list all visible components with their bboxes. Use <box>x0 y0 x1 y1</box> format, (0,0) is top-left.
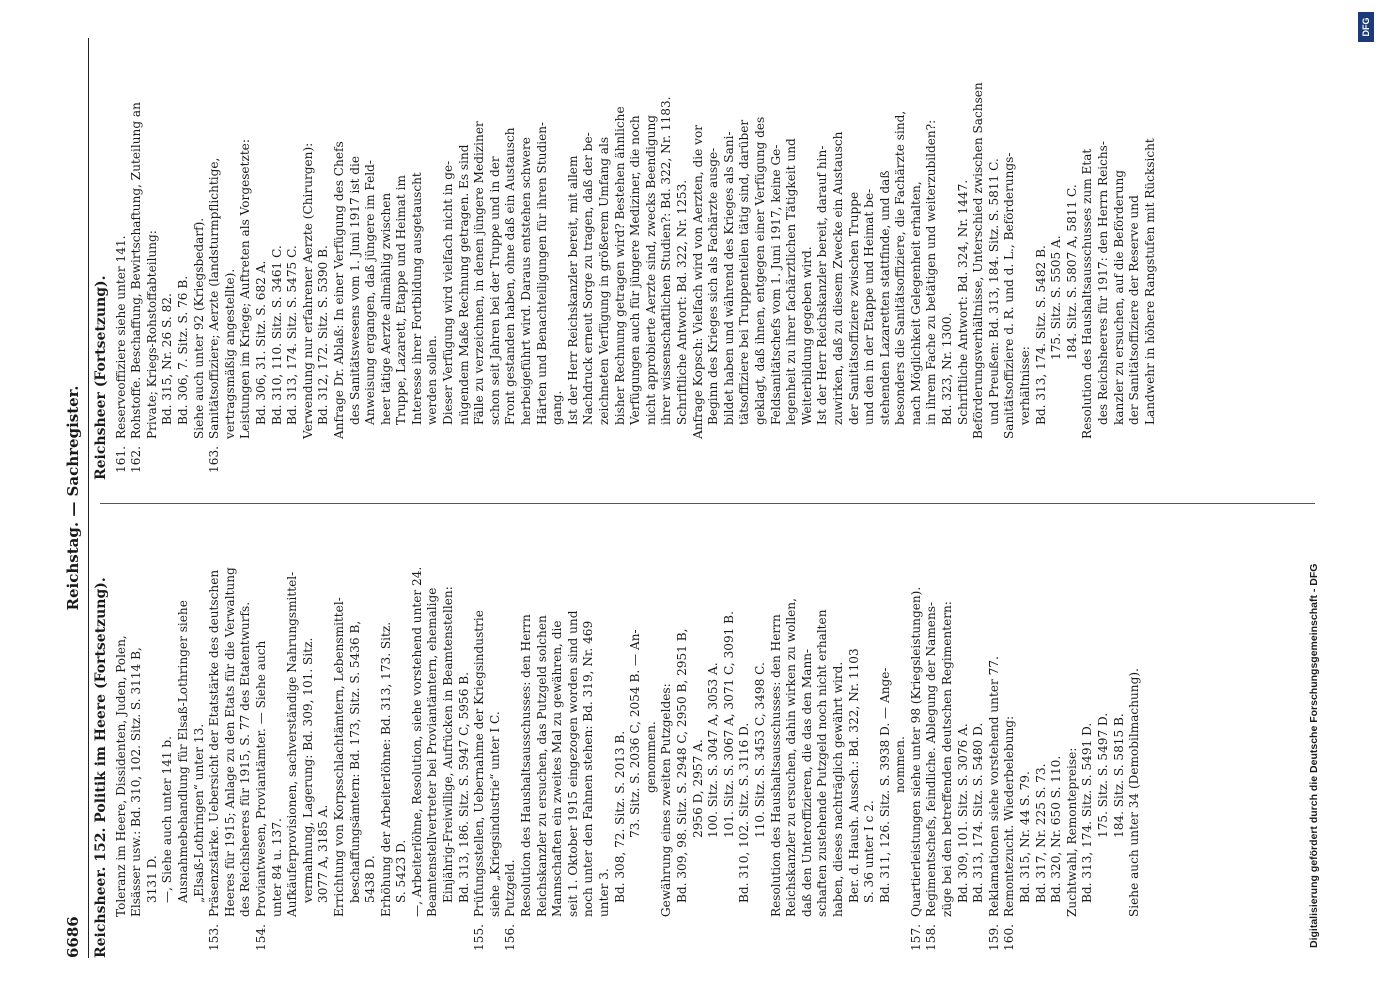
index-line: Toleranz im Heere, Dissidenten, Juden, Polen, <box>113 635 128 917</box>
index-line: Siehe auch unter 34 (Demobilmachung). <box>1127 668 1142 917</box>
index-entry <box>114 40 130 480</box>
index-line: zeichneten Verfügung in größerem Umfang als <box>597 136 611 425</box>
index-line: Bd. 313, 174. Sitz. S. 5482 B. <box>1033 245 1048 425</box>
index-line: 100. Sitz. S. 3047 A, 3053 A. <box>706 662 721 838</box>
index-line: ihrer wissenschaftlichen Studien?: Bd. 322, Nr. 1183. <box>659 96 674 425</box>
index-line: 3131 D. <box>144 855 159 903</box>
index-line: werden sollen. <box>425 335 440 425</box>
index-line: gang. <box>550 390 565 425</box>
left-column <box>94 518 1143 958</box>
index-line: schaften zustehende Putzgeld noch nicht erhalten <box>815 609 830 917</box>
index-line: Bd. 310, 102. Sitz. S. 3116 D. <box>737 722 752 903</box>
index-entry <box>472 518 488 958</box>
index-line: Bd. 312, 172. Sitz. S. 5390 B. <box>316 245 331 425</box>
entry-text: Quartierleistungen siehe unter 98 (Kriegsleistungen). <box>908 586 923 917</box>
index-line: Bd. 323, Nr. 1300. <box>940 312 955 425</box>
index-line: Schriftliche Antwort: Bd. 324, Nr. 1447. <box>955 179 970 425</box>
entry-text: Präsenzstärke. Uebersicht der Etatstärke des deutschen <box>207 569 222 917</box>
index-entry <box>909 518 925 958</box>
index-line: daß den Unteroffizieren, die das den Mann- <box>799 648 814 917</box>
index-line: nach Möglichkeit Gelegenheit erhalten, <box>908 181 923 425</box>
index-entry <box>924 518 940 958</box>
index-line: heer tätige Aerzte allmählig zwischen <box>378 192 393 425</box>
index-line: Verwendung nur erfahrener Aerzte (Chirurgen): <box>300 142 315 439</box>
index-line: 3077 A, 3185 A. <box>316 804 331 903</box>
entry-number: 153. <box>207 924 222 951</box>
index-line: haben, dieses nachträglich gewährt wird. <box>830 661 845 917</box>
entry-number: 156. <box>503 924 518 951</box>
index-line: Errichtung von Korpsschlachtämtern, Lebensmittel- <box>331 597 346 917</box>
index-line: Siehe auch unter 92 (Kriegsbedarf). <box>191 217 206 439</box>
entry-number: 163. <box>207 446 222 473</box>
index-line: nicht approbierte Aerzte sind, zwecks Beendigung <box>643 115 658 425</box>
index-line: Bd. 313, 174. Sitz. S. 5480 D. <box>971 722 986 903</box>
index-line: des Reichsheeres für 1917: den Herrn Reichs- <box>1096 141 1110 425</box>
index-entry <box>207 40 223 480</box>
index-line: Anfrage Kopsch: Vielfach wird von Aerzten, die vor <box>690 124 705 439</box>
index-line: Bd. 313, 174. Sitz. S. 5475 C. <box>285 245 300 425</box>
index-line: schon seit Jahren bei der Truppe und in der <box>487 156 502 425</box>
index-line: 101. Sitz. S. 3067 A, 3071 C, 3091 B. <box>721 611 736 838</box>
index-entry <box>987 518 1003 958</box>
index-line: Bd. 306, 31. Sitz. S. 682 A. <box>253 260 268 425</box>
entry-number: 157. <box>908 924 923 951</box>
index-line: in ihrem Fache zu betätigen und weiterzubilden?: <box>924 119 939 425</box>
index-line: des Reichsheeres für 1915, S. 77 des Etatentwurfs. <box>238 601 253 917</box>
index-line: S. 36 unter I c 2. <box>862 800 877 903</box>
index-line: verhältnisse: <box>1018 346 1033 425</box>
index-entry <box>1002 518 1018 958</box>
entry-number: 154. <box>253 924 268 951</box>
index-line: Beginn des Krieges sich als Fachärzte ausge- <box>706 147 721 425</box>
index-line: unter 84 u. 137. <box>269 818 284 917</box>
index-line: zuwirken, daß zu diesem Zwecke ein Austausch <box>830 131 845 425</box>
index-line: 175. Sitz. S. 5505 A. <box>1049 235 1064 360</box>
index-line: herbeigeführt wird. Daraus entstehen schwere <box>519 137 534 425</box>
entry-text: Remontezucht. Wiederbelebung: <box>1002 715 1017 917</box>
index-line: Bd. 309, 101. Sitz. S. 3076 A. <box>955 723 970 903</box>
index-line: besonders die Sanitätsoffiziere, die Fachärzte sind, <box>893 110 908 425</box>
index-line: geklagt, daß ihnen, entgegen einer Verfügung des <box>752 116 767 425</box>
digitization-credit: Digitalisierung gefördert durch die Deutsche Forschungsgemeinschaft - DFG <box>1308 563 1320 948</box>
index-line: genommen. <box>643 721 658 793</box>
index-entry <box>254 518 270 958</box>
entry-text: Rohstoffe. Beschaffung, Bewirtschaftung, Zuteilung an <box>129 102 144 439</box>
index-line: Bd. 315, Nr. 44 S. 79. <box>1018 771 1033 903</box>
index-line: S. 5423 D. <box>394 839 409 903</box>
index-line: Dieser Verfügung wird vielfach nicht in ge- <box>441 160 456 425</box>
index-line: 2956 D, 2957 A. <box>690 739 705 838</box>
section-heading: Reichsheer (Fortsetzung). <box>93 275 109 480</box>
index-line: nommen. <box>893 736 908 793</box>
index-entry <box>503 518 519 958</box>
index-line: seit 1. Oktober 1915 eingezogen worden sind und <box>565 610 580 917</box>
entry-text: Proviantwesen, Proviantämter. — Siehe auch <box>253 640 268 917</box>
index-line: nügendem Maße Rechnung getragen. Es sind <box>456 144 471 425</box>
index-entry <box>129 40 145 480</box>
dfg-logo: DFG <box>1358 12 1374 42</box>
index-line: Resolution des Haushaltsausschusses zum Etat <box>1080 148 1095 439</box>
index-line: beschaffungsämtern: Bd. 173, Sitz. S. 5436 B, <box>347 620 362 903</box>
entry-text: Prüfungsstellen, Uebernahme der Kriegsindustrie <box>472 610 487 917</box>
entry-number: 158. <box>924 924 939 951</box>
index-line: Schriftliche Antwort: Bd. 322, Nr. 1253. <box>674 179 689 425</box>
index-line: unter 3. <box>597 868 611 917</box>
section-heading: Reichsheer. 152. Politik im Heere (Fortsetzung). <box>93 577 109 958</box>
index-line: —, Arbeiterlöhne, Resolution, siehe vorstehend unter 24. <box>409 566 424 917</box>
entry-number: 159. <box>986 924 1001 951</box>
index-line: Gewährung eines zweiten Putzgeldes: <box>659 683 674 917</box>
index-line: Resolution des Haushaltsausschusses: den Herrn <box>768 614 783 917</box>
index-line: Ausnahmebehandlung für Elsaß-Lothringer siehe <box>175 600 190 903</box>
index-line: Reichskanzler zu ersuchen, dahin wirken zu wollen, <box>784 598 799 917</box>
index-line: Bd. 309, 98. Sitz. S. 2948 C, 2950 B, 2951 B, <box>674 628 689 903</box>
index-line: 73. Sitz. S. 2036 C, 2054 B. — An- <box>628 629 643 838</box>
entry-number: 160. <box>1002 924 1017 951</box>
index-line: tätsoffiziere bei Truppenteilen tätig sind, darüber <box>737 119 752 425</box>
index-line: Bd. 313, 174. Sitz. S. 5491 D. <box>1080 722 1095 903</box>
index-line: Elsässer usw.: Bd. 310, 102. Sitz. S. 3114 B, <box>129 647 144 917</box>
column-divider <box>100 503 1315 504</box>
index-line: Resolution des Haushaltsausschusses: den Herrn <box>519 614 534 917</box>
index-line: Anfrage Dr. Ablaß: In einer Verfügung des Chefs <box>331 141 346 439</box>
index-line: Interesse ihrer Fortbildung ausgetauscht <box>409 172 424 425</box>
index-line: Heeres für 1915; Anlage zu den Etats für die Verwaltung <box>222 567 237 917</box>
index-line: und den in der Etappe und Heimat be- <box>862 188 877 425</box>
entry-text: Reklamationen siehe vorstehend unter 77. <box>986 656 1001 917</box>
index-line: Härten und Benachteiligungen für ihren Studien- <box>534 121 549 425</box>
index-line: der Sanitätsoffiziere zwischen Truppe <box>846 191 861 425</box>
running-title: Reichstag. — Sachregister. <box>64 385 82 611</box>
index-line: Mannschaften ein zweites Mal zu gewähren, die <box>550 620 565 917</box>
index-line: vertragsmäßig angestellte). <box>222 268 237 439</box>
index-line: Bd. 320, Nr. 650 S. 110. <box>1049 755 1064 903</box>
index-line: bildet haben und während des Krieges als Sani- <box>721 131 736 425</box>
entry-number: 161. <box>113 446 128 473</box>
index-line: 175. Sitz. S. 5497 D. <box>1096 712 1110 838</box>
index-line: Beförderungsverhältnisse, Unterschied zwischen Sachsen <box>971 82 986 439</box>
index-line: Bd. 310, 110. Sitz. S. 3461 C. <box>269 245 284 425</box>
index-line: Bd. 315, Nr. 26 S. 82. <box>160 293 175 425</box>
index-line: legenheit zu ihrer fachärztlichen Tätigkeit und <box>784 138 799 425</box>
index-line: siehe „Kriegsindustrie“ unter I C. <box>487 711 502 917</box>
index-line: Bd. 313, 186. Sitz. S. 5947 C, 5956 B. <box>456 672 471 903</box>
index-line: Bd. 311, 126. Sitz. S. 3938 D. — Ange- <box>877 667 892 903</box>
index-line: der Sanitätsoffiziere der Reserve und <box>1127 195 1142 425</box>
index-line: Zuchtwahl, Remontepreise: <box>1064 747 1079 917</box>
index-line: Ist der Herr Reichskanzler bereit, darauf hin- <box>815 145 830 425</box>
index-line: 5438 D. <box>363 855 378 903</box>
index-line: Ist der Herr Reichskanzler bereit, mit allem <box>565 155 580 425</box>
index-line: bisher Rechnung getragen wird? Bestehen ähnliche <box>612 106 627 425</box>
index-line: Private; Kriegs-Rohstoffabteilung: <box>144 230 159 439</box>
index-line: noch unter den Fahnen stehen: Bd. 319, Nr. 469 <box>581 620 596 917</box>
index-line: Einjährig-Freiwillige, Aufrücken in Beamtenstellen: <box>441 586 456 903</box>
index-line: vermahnung, Lagerung: Bd. 309, 101. Sitz. <box>300 637 315 903</box>
index-line: Sanitätsoffiziere d. R. und d. L., Beförderungs- <box>1002 152 1017 439</box>
index-entry <box>207 518 223 958</box>
index-line: Nachdruck erneut Sorge zu tragen, daß der be- <box>581 132 596 425</box>
entry-number: 155. <box>472 924 487 951</box>
index-line: Reichskanzler zu ersuchen, das Putzgeld solchen <box>534 615 549 917</box>
index-line: 110. Sitz. S. 3453 C, 3498 C. <box>752 662 767 838</box>
index-line: des Sanitätswesens vom 1. Juni 1917 ist die <box>347 155 362 425</box>
index-line: Weiterbildung gegeben wird. <box>799 246 814 425</box>
index-line: Aufkäuferprovisionen, sachverständige Nahrungsmittel- <box>285 571 300 917</box>
index-line: „Elsaß-Lothringen“ unter 13. <box>191 723 206 903</box>
index-line: züge bei den betreffenden deutschen Regimentern: <box>940 601 955 917</box>
page-number: 6686 <box>64 916 82 958</box>
entry-number: 162. <box>129 446 144 473</box>
index-line: 184. Sitz. S. 5815 B. <box>1111 713 1126 838</box>
index-line: Landwehr in höhere Rangstufen mit Rücksicht <box>1142 138 1157 425</box>
index-line: Leistungen im Kriege; Auftreten als Vorgesetzte: <box>238 139 253 439</box>
index-line: Bd. 306, 7. Sitz. S. 76 B. <box>175 275 190 425</box>
index-line: 184. Sitz. S. 5807 A, 5811 C. <box>1064 184 1079 360</box>
index-line: Anweisung ergangen, daß jüngere im Feld- <box>363 160 378 425</box>
entry-text: Putzgeld. <box>503 859 518 917</box>
index-line: Beamtenstellvertreter bei Proviantämtern, ehemalige <box>425 587 440 917</box>
index-line: Bd. 308, 72. Sitz. S. 2013 B. <box>612 730 627 903</box>
index-line: kanzler zu ersuchen, auf die Beförderung <box>1111 170 1126 425</box>
index-line: Front gestanden haben, ohne daß ein Austausch <box>503 127 518 425</box>
running-header <box>62 38 89 958</box>
index-line: Feldsanitätschefs vom 1. Juni 1917, keine Ge- <box>768 144 783 425</box>
right-column <box>94 40 1158 480</box>
index-line: Fälle zu verzeichnen, in denen jüngere Mediziner <box>472 121 487 425</box>
entry-text: Regimentschefs, feindliche. Ablegung der Namens- <box>924 601 939 917</box>
index-line: und Preußen: Bd. 313, 184. Sitz. S. 5811 C. <box>986 158 1001 425</box>
index-line: Truppe, Lazarett, Etappe und Heimat im <box>394 175 409 425</box>
entry-text: Reserveoffiziere siehe unter 141. <box>113 235 128 439</box>
index-line: Erhöhung der Arbeiterlöhne: Bd. 313, 173. Sitz. <box>378 621 393 917</box>
index-line: —, Siehe auch unter 141 b. <box>160 735 175 903</box>
index-line: Verfügungen auch für jüngere Mediziner, die noch <box>628 115 643 425</box>
index-line: stehenden Lazaretten stattfinde, und daß <box>877 170 892 425</box>
entry-text: Sanitätsoffiziere; Aerzte (landsturmpflichtige, <box>207 157 222 439</box>
index-line: Ber. d. Haush. Aussch.: Bd. 322, Nr. 1103 <box>846 648 861 903</box>
index-line: Bd. 317, Nr. 225 S. 73. <box>1033 763 1048 903</box>
